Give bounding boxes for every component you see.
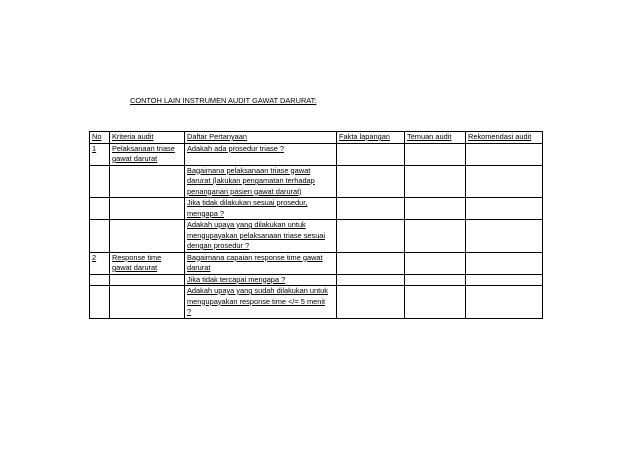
cell-pertanyaan: Adakah upaya yang dilakukan untuk mengupayakan pelaksanaan triase sesuai dengan prosedur ? <box>185 220 337 253</box>
cell-no <box>90 286 110 319</box>
cell-temuan[interactable] <box>405 252 466 274</box>
cell-kriteria: Pelaksanaan triase gawat darurat <box>110 143 185 165</box>
cell-temuan[interactable] <box>405 286 466 319</box>
cell-kriteria <box>110 220 185 253</box>
cell-fakta[interactable] <box>337 220 405 253</box>
cell-rekomendasi[interactable] <box>466 143 543 165</box>
cell-temuan[interactable] <box>405 274 466 286</box>
cell-pertanyaan: Adakah ada prosedur triase ? <box>185 143 337 165</box>
cell-pertanyaan: Bagaimana pelaksanaan triase gawat darurat (lakukan pengamatan terhadap penanganan pasien gawat darurat) <box>185 165 337 198</box>
cell-pertanyaan: Jika tidak dilakukan sesuai prosedur, mengapa ? <box>185 198 337 220</box>
header-fakta-lapangan: Fakta lapangan <box>337 132 405 144</box>
cell-no <box>90 274 110 286</box>
cell-temuan[interactable] <box>405 165 466 198</box>
cell-temuan[interactable] <box>405 198 466 220</box>
table-row <box>90 252 543 274</box>
cell-kriteria <box>110 286 185 319</box>
cell-fakta[interactable] <box>337 198 405 220</box>
cell-pertanyaan: Adakah upaya yang sudah dilakukan untuk mengupayakan response time </= 5 menit ? <box>185 286 337 319</box>
cell-rekomendasi[interactable] <box>466 252 543 274</box>
cell-rekomendasi[interactable] <box>466 274 543 286</box>
audit-instrument-table <box>89 131 543 319</box>
header-no: No <box>90 132 110 144</box>
cell-kriteria: Response time gawat darurat <box>110 252 185 274</box>
cell-pertanyaan: Bagaimana capaian response time gawat darurat <box>185 252 337 274</box>
cell-fakta[interactable] <box>337 252 405 274</box>
cell-fakta[interactable] <box>337 286 405 319</box>
header-daftar-pertanyaan: Daftar Pertanyaan <box>185 132 337 144</box>
page-title: CONTOH LAIN INSTRUMEN AUDIT GAWAT DARURAT: <box>130 96 317 105</box>
cell-temuan[interactable] <box>405 220 466 253</box>
table-row <box>90 143 543 165</box>
table-row <box>90 286 543 319</box>
header-kriteria-audit: Kriteria audit <box>110 132 185 144</box>
cell-kriteria <box>110 165 185 198</box>
cell-rekomendasi[interactable] <box>466 286 543 319</box>
cell-no <box>90 220 110 253</box>
table-row <box>90 220 543 253</box>
cell-rekomendasi[interactable] <box>466 198 543 220</box>
cell-fakta[interactable] <box>337 143 405 165</box>
cell-no <box>90 165 110 198</box>
cell-no: 1 <box>90 143 110 165</box>
cell-kriteria <box>110 198 185 220</box>
header-temuan-audit: Temuan audit <box>405 132 466 144</box>
cell-pertanyaan: Jika tidak tercapai mengapa ? <box>185 274 337 286</box>
cell-no <box>90 198 110 220</box>
cell-temuan[interactable] <box>405 143 466 165</box>
cell-no: 2 <box>90 252 110 274</box>
table-header-row <box>90 132 543 144</box>
cell-fakta[interactable] <box>337 274 405 286</box>
cell-kriteria <box>110 274 185 286</box>
table-row <box>90 165 543 198</box>
cell-rekomendasi[interactable] <box>466 165 543 198</box>
cell-fakta[interactable] <box>337 165 405 198</box>
cell-rekomendasi[interactable] <box>466 220 543 253</box>
table-row <box>90 274 543 286</box>
header-rekomendasi-audit: Rekomendasi audit <box>466 132 543 144</box>
table-row <box>90 198 543 220</box>
